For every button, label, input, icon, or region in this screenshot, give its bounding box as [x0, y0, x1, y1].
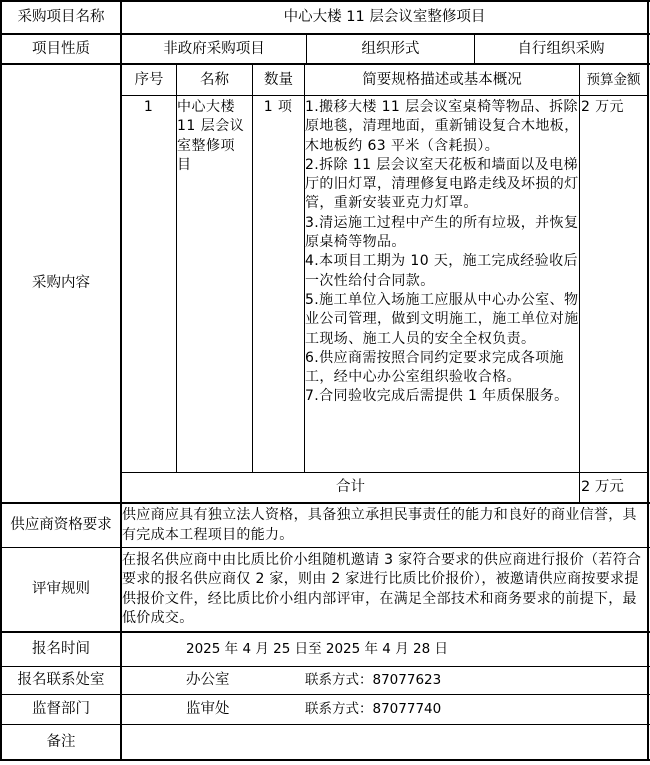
review-rules-cell — [122, 548, 647, 631]
row-budget: 2 万元 — [581, 99, 624, 115]
remarks-value — [122, 725, 647, 759]
supplier-req-text: 供应商应具有独立法人资格，具备独立承担民事责任的能力和良好的商业信誉，具有完成本工程项目的能力。 — [122, 507, 637, 543]
project-name-label: 采购项目名称 — [17, 9, 105, 25]
header-description: 简要规格描述或基本概况 — [362, 71, 522, 88]
description-item-7: 7.合同验收完成后需提供 1 年质保服务。 — [305, 388, 569, 405]
row-name: 中心大楼 11 层会议室整修项目 — [177, 99, 245, 173]
description-item-1: 1.搬移大楼 11 层会议室桌椅等物品、拆除原地毯，清理地面，重新铺设复合木地板，木地板约 63 平米（含耗损）。 — [305, 99, 579, 154]
org-form-label: 组织形式 — [361, 40, 420, 57]
project-name-value: 中心大楼 11 层会议室整修项目 — [283, 9, 486, 25]
total-label: 合计 — [336, 479, 365, 495]
row-index: 1 — [143, 99, 154, 115]
signup-time-value: 2025 年 4 月 25 日至 2025 年 4 月 28 日 — [186, 641, 448, 657]
content-label: 采购内容 — [32, 275, 90, 291]
supervision-label: 监督部门 — [32, 701, 90, 717]
review-rules-text: 在报名供应商中由比质比价小组随机邀请 3 家符合要求的供应商进行报价（若符合要求的报名供应商仅 2 家，则由 2 家进行比质比价报价），被邀请供应商按要求提供报价文件，经比质比价小组内部评审，在满足全部技术和商务要求的前提下，最低价成交。 — [122, 551, 642, 626]
supervision-phone: 联系方式：87077740 — [305, 701, 442, 717]
contact-office-label: 报名联系处室 — [17, 672, 105, 688]
review-label: 评审规则 — [32, 581, 90, 597]
description-item-4: 4.本项目工期为 10 天，施工完成经验收后一次性给付合同款。 — [305, 253, 578, 289]
header-name: 名称 — [200, 71, 229, 88]
row-quantity: 1 项 — [263, 99, 293, 115]
description-item-2: 2.拆除 11 层会议室天花板和墙面以及电梯厅的旧灯罩，清理修复电路走线及坏损的灯管，重新安装亚克力灯罩。 — [305, 156, 579, 212]
description-item-3: 3.清运施工过程中产生的所有垃圾，并恢复原桌椅等物品。 — [305, 214, 579, 251]
header-quantity: 数量 — [264, 71, 293, 88]
contact-office-value: 办公室 — [186, 672, 230, 688]
remarks-label: 备注 — [46, 733, 76, 750]
project-nature-label: 项目性质 — [32, 40, 90, 57]
header-index: 序号 — [134, 71, 164, 88]
project-nature-value: 非政府采购项目 — [163, 40, 265, 57]
contact-office-phone: 联系方式：87077623 — [305, 672, 442, 688]
supplier-req-cell — [122, 504, 647, 547]
supplier-req-label: 供应商资格要求 — [10, 517, 112, 533]
org-form-value: 自行组织采购 — [517, 40, 605, 57]
description-item-6: 6.供应商需按照合同约定要求完成各项施工，经中心办公室组织验收合格。 — [305, 349, 564, 386]
supervision-dept: 监审处 — [186, 701, 230, 717]
description-item-5: 5.施工单位入场施工应服从中心办公室、物业公司管理，做到文明施工，施工单位对施工现场、施工人员的安全全权负责。 — [305, 291, 579, 347]
row-description — [305, 98, 579, 407]
table-row — [121, 96, 648, 472]
total-value: 2 万元 — [581, 479, 624, 495]
signup-time-label: 报名时间 — [32, 641, 90, 657]
header-budget: 预算金额 — [586, 71, 641, 88]
